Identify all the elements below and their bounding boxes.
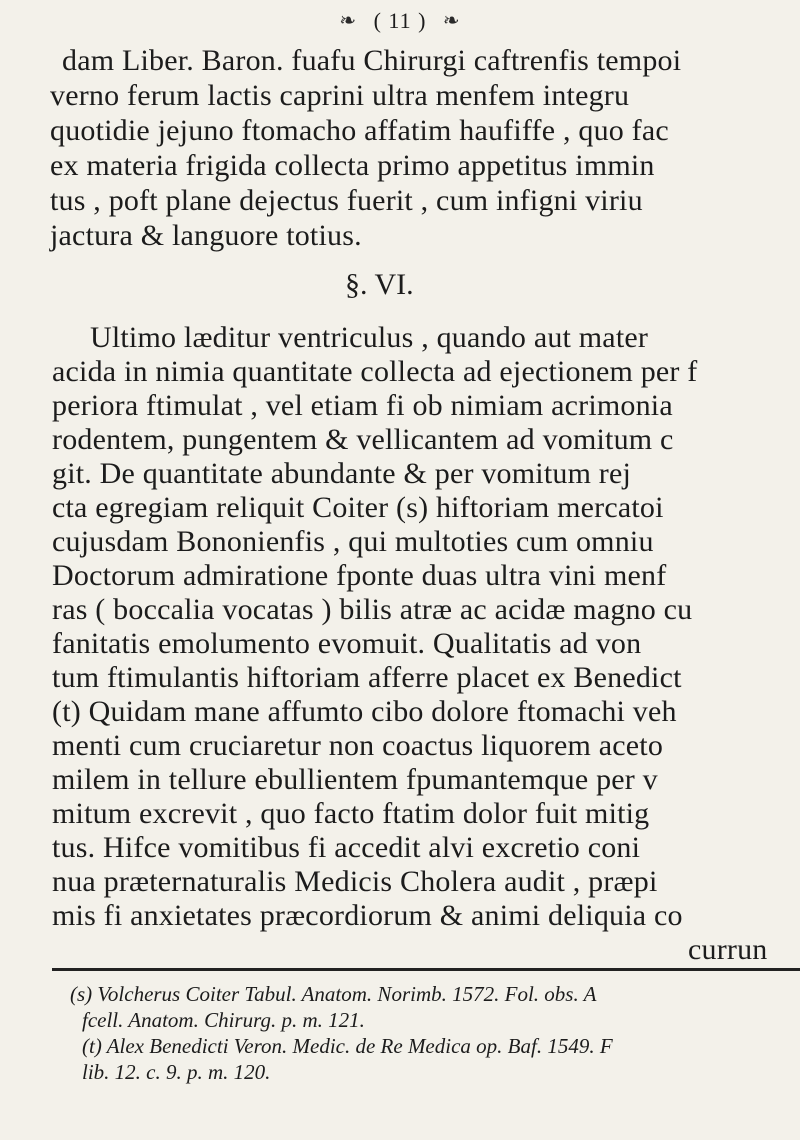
ornament-right-icon: ❧ xyxy=(442,10,461,33)
footnote-line: fcell. Anatom. Chirurg. p. m. 121. xyxy=(82,1008,365,1032)
page-header xyxy=(0,6,800,34)
body-line: rodentem, pungentem & vellicantem ad vomitum c xyxy=(52,423,674,456)
text-line: verno ferum lactis caprini ultra menfem integru xyxy=(50,79,630,112)
body-line: (t) Quidam mane affumto cibo dolore ftomachi veh xyxy=(52,695,677,728)
text-line: tus , poft plane dejectus fuerit , cum infigni viriu xyxy=(50,184,643,217)
body-line: tus. Hifce vomitibus fi accedit alvi excretio coni xyxy=(52,831,641,864)
text-line: quotidie jejuno ftomacho affatim haufiffe , quo fac xyxy=(50,114,669,147)
ornament-left-icon: ❧ xyxy=(339,10,358,33)
body-line: acida in nimia quantitate collecta ad ejectionem per f xyxy=(52,355,698,388)
text-line: ex materia frigida collecta primo appetitus immin xyxy=(50,149,655,182)
body-line: Doctorum admiratione fponte duas ultra vini menf xyxy=(52,559,667,592)
body-line: mis fi anxietates præcordiorum & animi deliquia co xyxy=(52,899,683,932)
section-heading: §. VI. xyxy=(345,268,414,301)
body-line: menti cum cruciaretur non coactus liquorem aceto xyxy=(52,729,664,762)
footnote-line: lib. 12. c. 9. p. m. 120. xyxy=(82,1060,271,1084)
body-line: ras ( boccalia vocatas ) bilis atræ ac acidæ magno cu xyxy=(52,593,693,626)
body-line: tum ftimulantis hiftoriam afferre placet ex Benedict xyxy=(52,661,682,694)
footnote-line: (t) Alex Benedicti Veron. Medic. de Re Medica op. Baf. 1549. F xyxy=(82,1034,613,1058)
footnote-line: (s) Volcherus Coiter Tabul. Anatom. Norimb. 1572. Fol. obs. A xyxy=(70,982,597,1006)
body-line: periora ftimulat , vel etiam fi ob nimiam acrimonia xyxy=(52,389,673,422)
text-line: jactura & languore totius. xyxy=(50,219,362,252)
body-line: cta egregiam reliquit Coiter (s) hiftoriam mercatoi xyxy=(52,491,664,524)
body-line: fanitatis emolumento evomuit. Qualitatis ad von xyxy=(52,627,642,660)
body-line: milem in tellure ebullientem fpumantemque per v xyxy=(52,763,658,796)
body-line: git. De quantitate abundante & per vomitum rej xyxy=(52,457,632,490)
body-line: Ultimo læditur ventriculus , quando aut mater xyxy=(90,321,649,354)
body-line: cujusdam Bononienfis , qui multoties cum omniu xyxy=(52,525,654,558)
footnote-divider xyxy=(52,968,800,971)
body-line: mitum excrevit , quo facto ftatim dolor fuit mitig xyxy=(52,797,650,830)
text-line: dam Liber. Baron. fuafu Chirurgi caftrenfis tempoi xyxy=(62,44,682,77)
catchword: currun xyxy=(688,933,768,966)
body-line: nua præternaturalis Medicis Cholera audit , præpi xyxy=(52,865,658,898)
page-number: ( 11 ) xyxy=(373,7,427,33)
